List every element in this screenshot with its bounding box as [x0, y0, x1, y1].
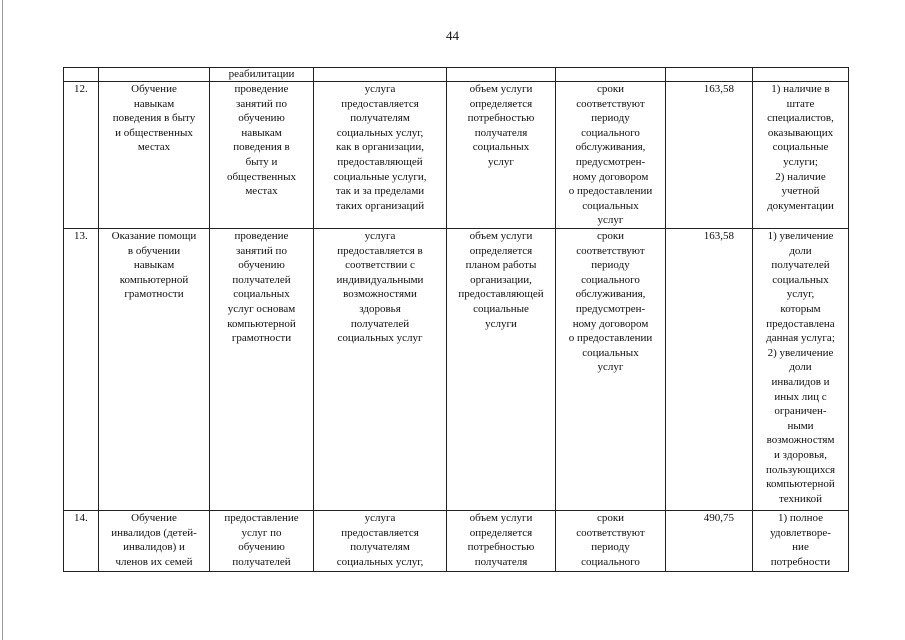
row-number: 12.	[64, 82, 99, 229]
service-content: проведение занятий по обучению навыкам поведения в быту и общественных местах	[210, 82, 314, 229]
quality-indicators: 1) увеличение доли получателей социальных услуг, которым предоставлена данная услуга; 2) увеличение доли инвалидов и иных лиц с ограничен- ными возможностям и здоровья, пользующихся компьютерной техникой	[753, 229, 849, 511]
table-row	[64, 229, 849, 511]
service-name: Оказание помощи в обучении навыкам компьютерной грамотности	[99, 229, 210, 511]
service-volume: объем услуги определяется планом работы организации, предоставляющей социальные услуги	[447, 229, 556, 511]
table-cell	[447, 68, 556, 82]
table-cell	[99, 68, 210, 82]
service-volume: объем услуги определяется потребностью получателя социальных услуг	[447, 82, 556, 229]
table-cell: реабилитации	[210, 68, 314, 82]
continuation-row	[64, 68, 849, 82]
row-number: 14.	[64, 511, 99, 572]
service-volume: объем услуги определяется потребностью получателя	[447, 511, 556, 572]
table-row	[64, 82, 849, 229]
service-content: проведение занятий по обучению получателей социальных услуг основам компьютерной грамотности	[210, 229, 314, 511]
table-cell	[64, 68, 99, 82]
service-terms: сроки соответствуют периоду социального обслуживания, предусмотрен- ному договором о предоставлении социальных услуг	[556, 82, 666, 229]
services-table	[63, 67, 849, 572]
quality-indicators: 1) наличие в штате специалистов, оказывающих социальные услуги; 2) наличие учетной документации	[753, 82, 849, 229]
service-conditions: услуга предоставляется в соответствии с индивидуальными возможностями здоровья получателей социальных услуг	[314, 229, 447, 511]
table-row	[64, 511, 849, 572]
service-conditions: услуга предоставляется получателям социальных услуг, как в организации, предоставляющей социальные услуги, так и за пределами таких организаций	[314, 82, 447, 229]
table-cell	[753, 68, 849, 82]
service-price: 163,58	[666, 82, 753, 229]
service-name: Обучение навыкам поведения в быту и общественных местах	[99, 82, 210, 229]
service-content: предоставление услуг по обучению получателей	[210, 511, 314, 572]
service-conditions: услуга предоставляется получателям социальных услуг,	[314, 511, 447, 572]
row-number: 13.	[64, 229, 99, 511]
service-price: 163,58	[666, 229, 753, 511]
service-terms: сроки соответствуют периоду социального	[556, 511, 666, 572]
page-number: 44	[446, 28, 459, 43]
service-name: Обучение инвалидов (детей- инвалидов) и членов их семей	[99, 511, 210, 572]
service-price: 490,75	[666, 511, 753, 572]
table-cell	[666, 68, 753, 82]
quality-indicators: 1) полное удовлетворе- ние потребности	[753, 511, 849, 572]
table-cell	[314, 68, 447, 82]
service-terms: сроки соответствуют периоду социального обслуживания, предусмотрен- ному договором о предоставлении социальных услуг	[556, 229, 666, 511]
page-left-edge	[2, 0, 3, 640]
table-cell	[556, 68, 666, 82]
